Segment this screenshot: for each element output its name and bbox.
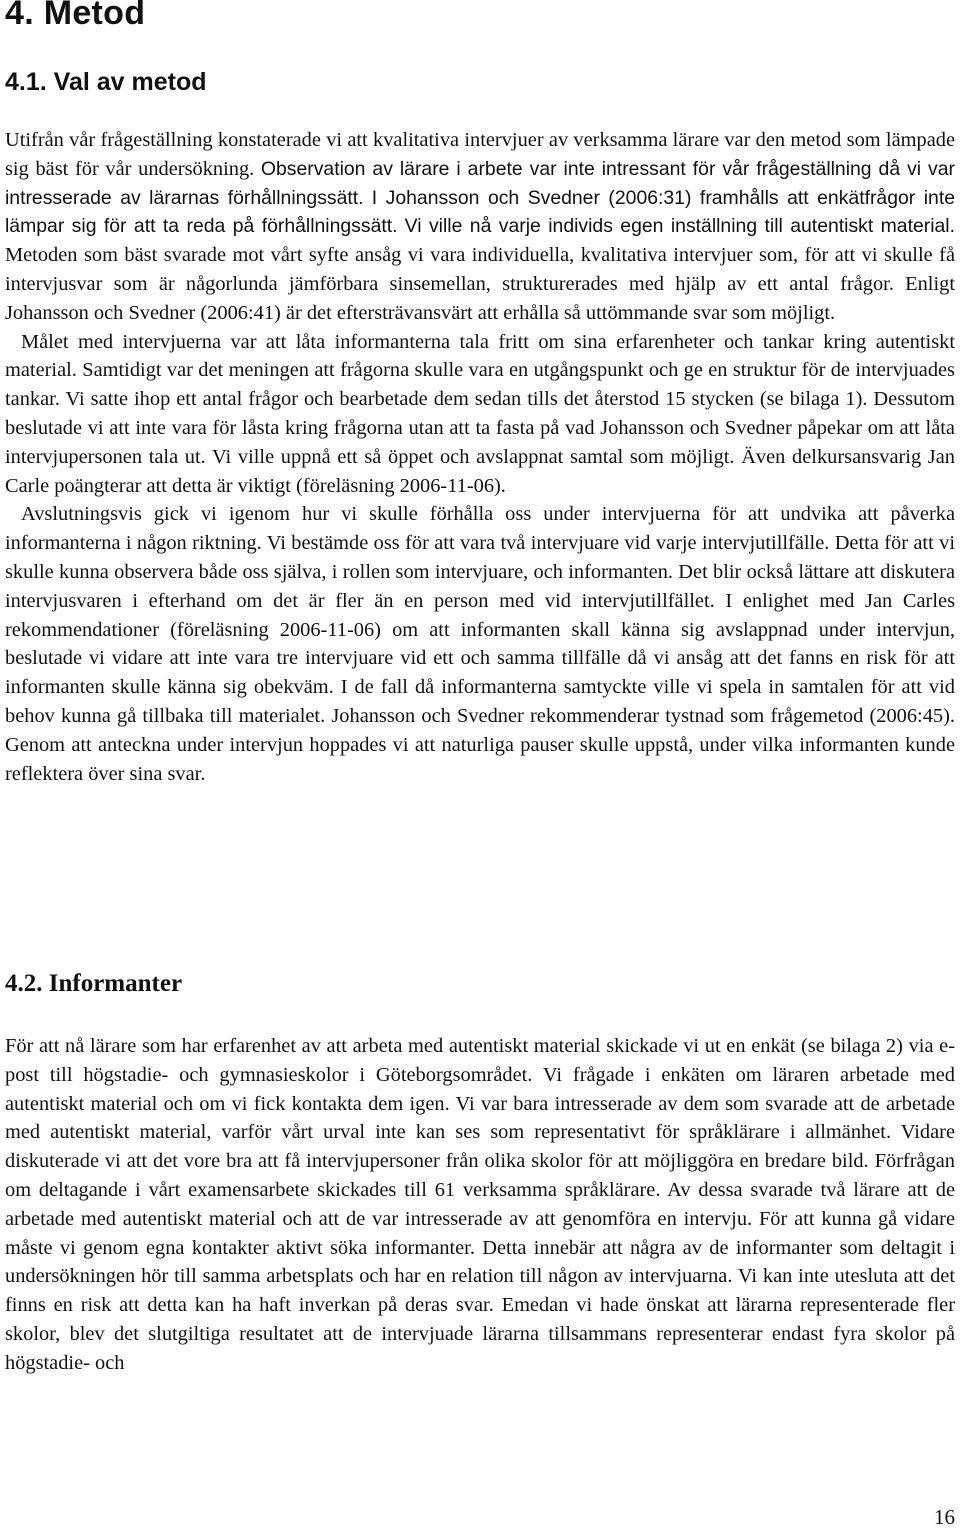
sentence: Utifrån vår frågeställning konstaterade vi att kvalitativa intervjuer av verksamma lärare var den metod som lämpade sig bäst för vår undersökning. — [5, 129, 955, 180]
section-body-val-av-metod — [5, 126, 955, 788]
page-number: 16 — [934, 1505, 955, 1529]
sentence: I Johansson och Svedner (2006:31) framhålls att enkätfrågor inte lämpar sig för att ta reda på förhållningssätt. — [5, 186, 955, 238]
paragraph: Avslutningsvis gick vi igenom hur vi skulle förhålla oss under intervjuerna för att undvika att påverka informanterna i någon riktning. Vi bestämde oss för att vara två intervjuare vid varje intervjutillfälle. Detta för att vi skulle kunna observera både oss själva, i rollen som intervjuare, och informanten. Det blir också lättare att diskutera intervjusvaren i efterhand om det är fler än en person med vid intervjutillfället. I enlighet med Jan Carles rekommendationer (föreläsning 2006-11-06) om att informanten skall känna sig avslappnad under intervjun, beslutade vi vidare att inte vara tre intervjuare vid ett och samma tillfälle då vi ansåg att det fanns en risk för att informanten skulle känna sig obekväm. I de fall då informanterna samtyckte ville vi spela in samtalen för att vid behov kunna gå tillbaka till materialet. Johansson och Svedner rekommenderar tystnad som frågemetod (2006:45). Genom att anteckna under intervjun hoppades vi att naturliga pauser skulle uppstå, under vilka informanten kunde reflektera över sina svar. — [5, 503, 955, 785]
sentence: Vi ville nå varje individs egen inställning till autentiskt material. — [404, 215, 956, 238]
paragraph: Målet med intervjuerna var att låta informanterna tala fritt om sina erfarenheter och tankar kring autentiskt material. Samtidigt var det meningen att frågorna skulle vara en utgångspunkt och ge en struktur för de intervjuades tankar. Vi satte ihop ett antal frågor och bearbetade dem sedan tills det återstod 15 stycken (se bilaga 1). Dessutom beslutade vi att inte vara för låsta kring frågorna utan att ta fasta på vad Johansson och Svedner påpekar om att låta intervjupersonen tala ut. Vi ville uppnå ett så öppet och avslappnat samtal som möjligt. Även delkursansvarig Jan Carle poängterar att detta är viktigt (föreläsning 2006-11-06). — [5, 330, 955, 497]
sentence: Observation av lärare i arbete var inte intressant för vår frågeställning då vi var intresserade av lärarnas förhållningssätt. — [5, 157, 955, 209]
paragraph: För att nå lärare som har erfarenhet av att arbeta med autentiskt material skickade vi ut en enkät (se bilaga 2) via e-post till högstadie- och gymnasieskolor i Göteborgsområdet. Vi frågade i enkäten om läraren arbetade med autentiskt material och om vi fick kontakta dem igen. Vi var bara intresserade av dem som svarade att de arbetade med autentiskt material, varför vårt urval inte kan ses som representativt för språklärare i allmänhet. Vidare diskuterade vi att det vore bra att få intervjupersoner från olika skolor för att möjliggöra en bredare bild. Förfrågan om deltagande i vårt examensarbete skickades till 61 verksamma språklärare. Av dessa svarade två lärare att de arbetade med autentiskt material och att de var intresserade av att genomföra en intervju. För att kunna gå vidare måste vi genom egna kontakter aktivt söka informanter. Detta innebär att några av de informanter som deltagit i undersökningen hör till samma arbetsplats och har en relation till någon av intervjuarna. Vi kan inte utesluta att det finns en risk att detta kan ha haft inverkan på deras svar. Emedan vi hade önskat att lärarna representerade fler skolor, blev det slutgiltiga resultatet att de intervjuade lärarna tillsammans representerar endast fyra skolor på högstadie- och — [5, 1035, 955, 1374]
paragraph — [5, 126, 955, 328]
section-heading-val-av-metod: 4.1. Val av metod — [5, 68, 207, 96]
section-heading-informanter: 4.2. Informanter — [5, 970, 183, 997]
section-body-informanter — [5, 1032, 955, 1378]
chapter-heading: 4. Metod — [5, 0, 146, 32]
sentence: Metoden som bäst svarade mot vårt syfte ansåg vi vara individuella, kvalitativa intervjuer som, för att vi skulle få intervjusvar som är någorlunda jämförbara sinsemellan, strukturerades med hjälp av ett antal frågor. Enligt Johansson och Svedner (2006:41) är det eftersträvansvärt att erhålla så uttömmande svar som möjligt. — [5, 244, 955, 324]
